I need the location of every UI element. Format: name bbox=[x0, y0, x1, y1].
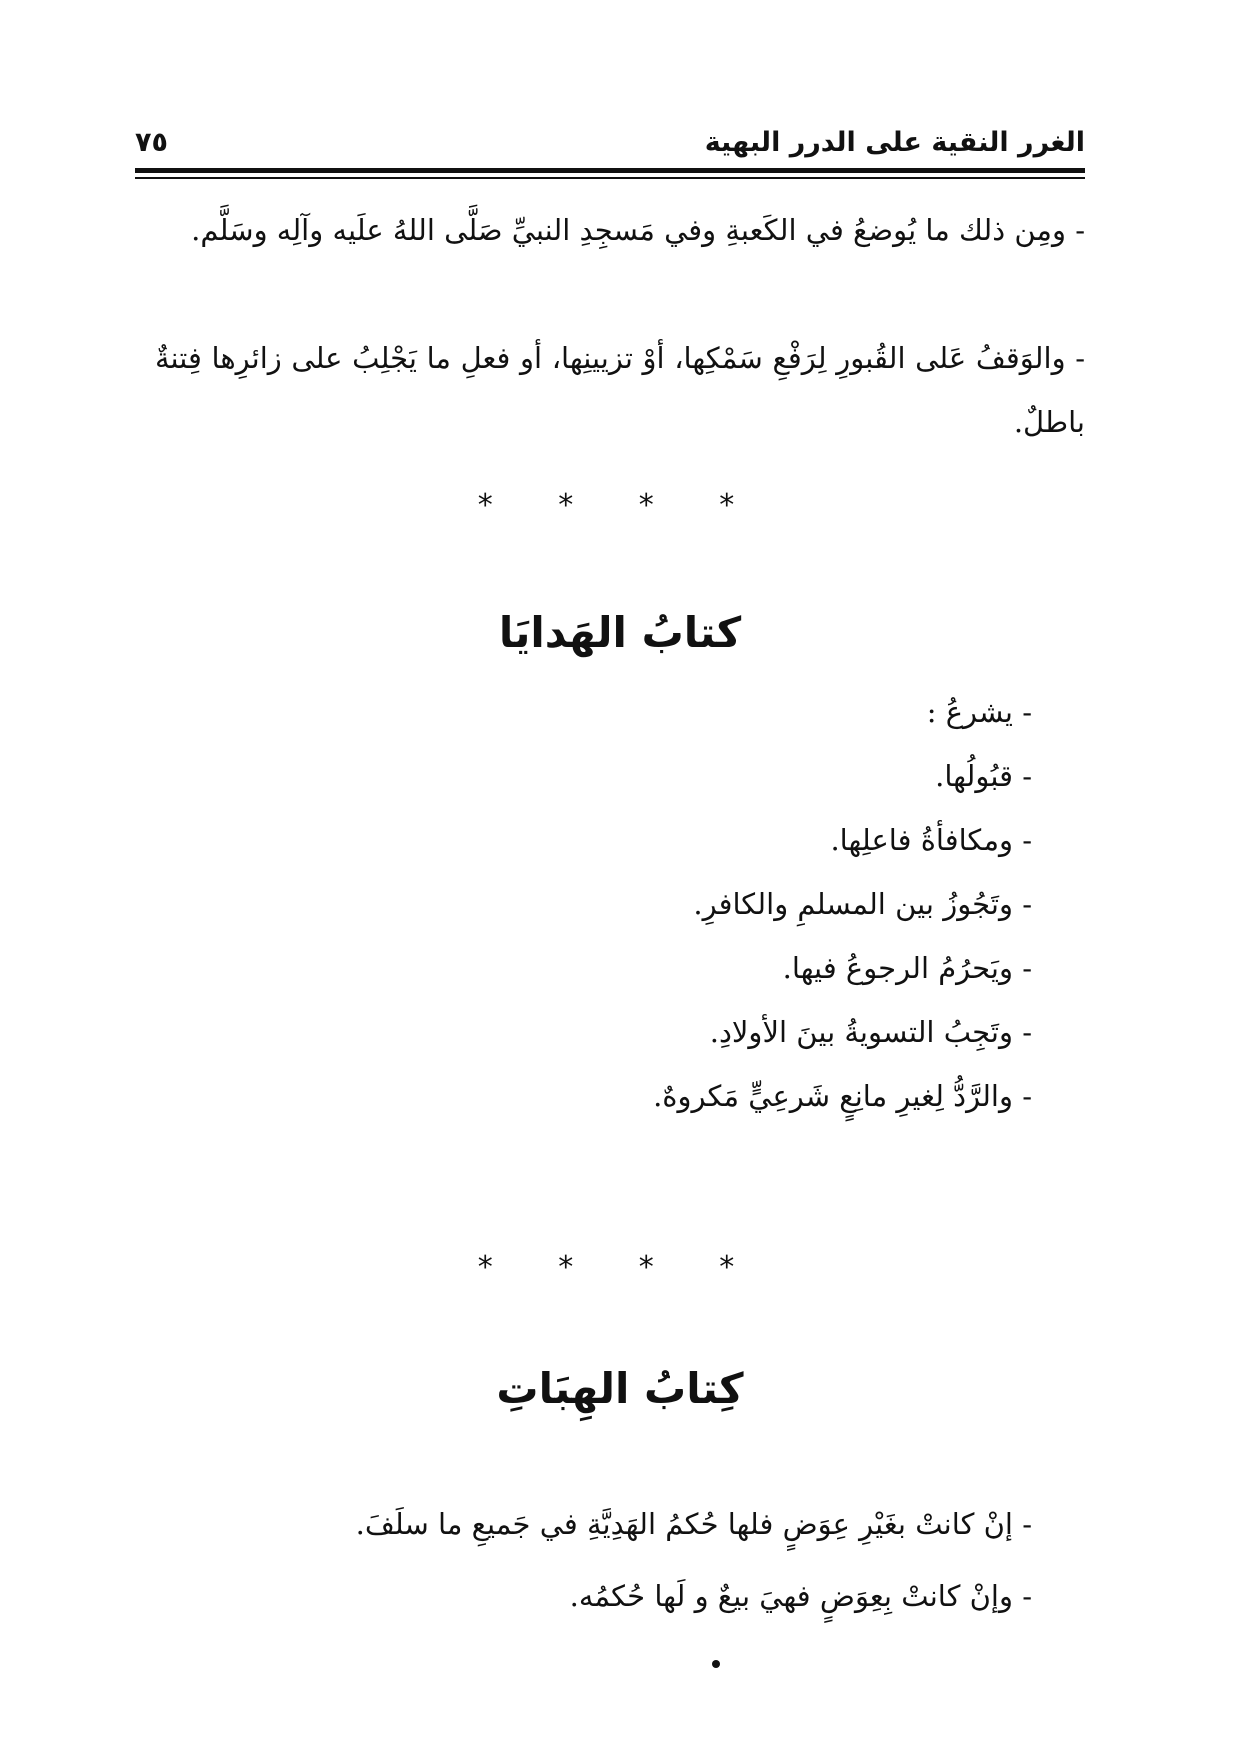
page-header bbox=[135, 118, 1085, 166]
header-rule-thin bbox=[135, 177, 1085, 179]
list-item: - يشرعُ : bbox=[926, 695, 1032, 729]
intro-paragraph-1: - ومِن ذلك ما يُوضعُ في الكَعبةِ وفي مَسجِدِ النبيِّ صَلَّى اللهُ علَيه وآلِه وسَلَّم. bbox=[191, 213, 1085, 247]
list-item: - ومكافأةُ فاعلِها. bbox=[830, 823, 1032, 857]
list-item: - وتَجُوزُ بين المسلمِ والكافرِ. bbox=[693, 887, 1032, 921]
page-number: ٧٥ bbox=[135, 126, 168, 158]
list-item: - وإنْ كانتْ بِعِوَضٍ فهيَ بيعٌ و لَها حُكمُه. bbox=[569, 1579, 1032, 1613]
list-item: - والرَّدُّ لِغيرِ مانِعٍ شَرعِيٍّ مَكروهٌ. bbox=[653, 1079, 1032, 1113]
intro-paragraph-2: - والوَقفُ عَلى القُبورِ لِرَفْعِ سَمْكِها، أوْ تزيينِها، أو فعلِ ما يَجْلِبُ على زائرِها فِتنةٌ باطلٌ. bbox=[155, 341, 1085, 439]
running-title: الغرر النقية على الدرر البهية bbox=[704, 126, 1085, 158]
list-item: - قبُولُها. bbox=[935, 759, 1032, 793]
gifts-list bbox=[332, 680, 1032, 1128]
section-separator: * * * * bbox=[477, 488, 763, 523]
section-separator: * * * * bbox=[477, 1250, 763, 1285]
bestowals-list bbox=[132, 1488, 1032, 1632]
page-end-dot bbox=[712, 1660, 720, 1668]
section-heading-bestowals: كِتابُ الهِبَاتِ bbox=[496, 1364, 744, 1413]
section-heading-gifts: كتابُ الهَدايَا bbox=[498, 608, 742, 657]
list-item: - وتَجِبُ التسويةُ بينَ الأولادِ. bbox=[709, 1015, 1032, 1049]
list-item: - إنْ كانتْ بغَيْرِ عِوَضٍ فلها حُكمُ الهَدِيَّةِ في جَميعِ ما سلَفَ. bbox=[355, 1507, 1032, 1541]
header-rule-thick bbox=[135, 168, 1085, 173]
list-item: - ويَحرُمُ الرجوعُ فيها. bbox=[782, 951, 1032, 985]
